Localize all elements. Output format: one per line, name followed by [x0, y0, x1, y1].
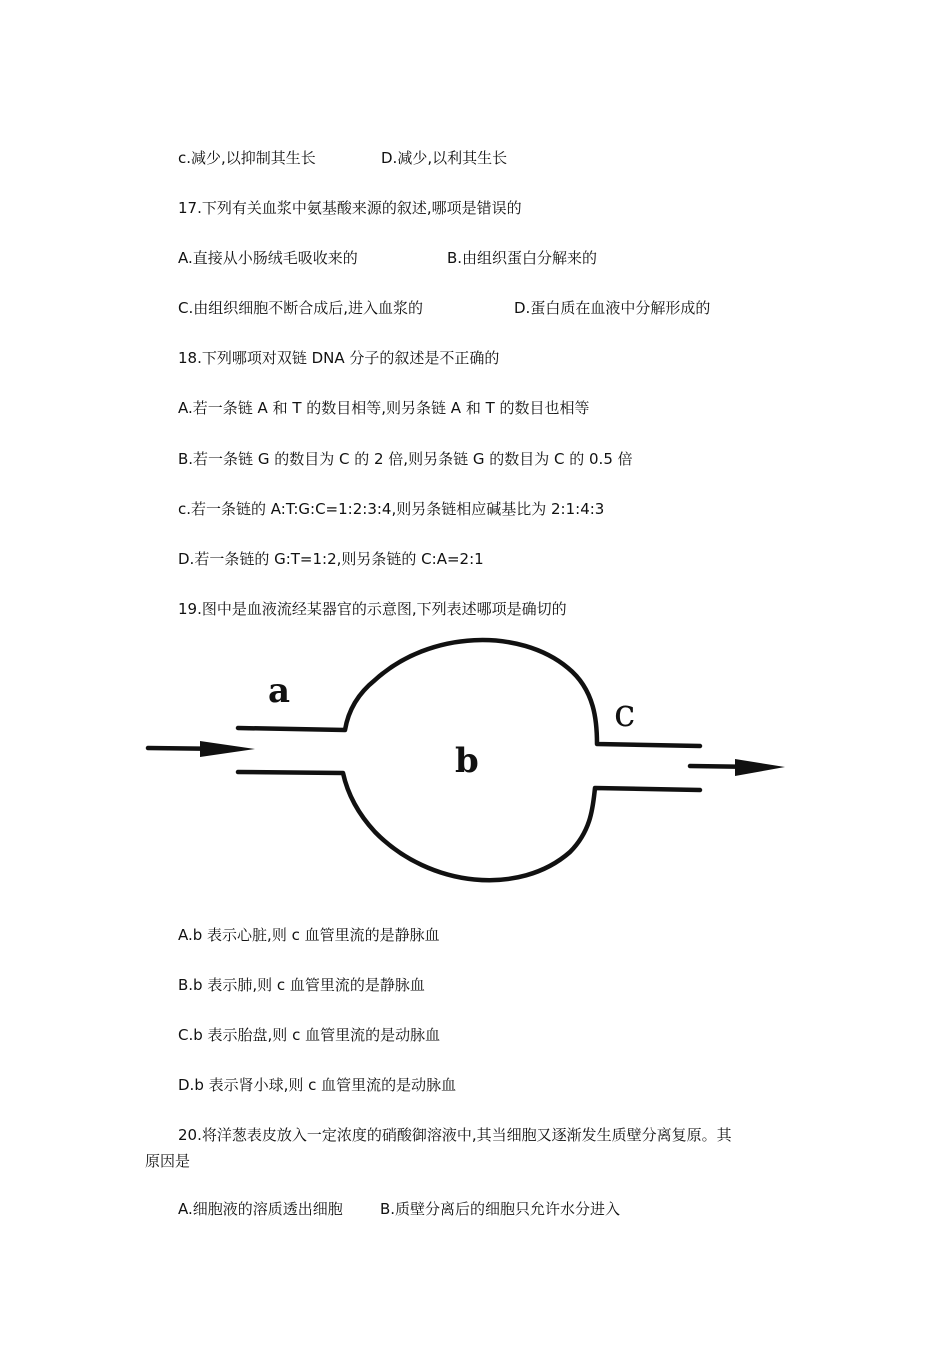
label-b: b — [455, 741, 479, 781]
outflow-arrow-icon — [735, 759, 785, 776]
question-19: 19.图中是血液流经某器官的示意图,下列表述哪项是确切的 — [178, 600, 567, 618]
inflow-arrow-icon — [200, 741, 255, 757]
q16-option-d: D.减少,以利其生长 — [381, 149, 508, 167]
q16-option-c: c.减少,以抑制其生长 — [178, 149, 316, 167]
q19-option-a: A.b 表示心脏,则 c 血管里流的是静脉血 — [178, 926, 440, 944]
blood-flow-diagram — [140, 630, 800, 910]
organ-lower-wall — [238, 772, 700, 880]
q19-option-d: D.b 表示肾小球,则 c 血管里流的是动脉血 — [178, 1076, 457, 1094]
q20-option-b: B.质壁分离后的细胞只允许水分进入 — [380, 1200, 621, 1218]
q18-option-d: D.若一条链的 G:T=1:2,则另条链的 C:A=2:1 — [178, 550, 484, 568]
q18-option-a: A.若一条链 A 和 T 的数目相等,则另条链 A 和 T 的数目也相等 — [178, 399, 590, 417]
question-18: 18.下列哪项对双链 DNA 分子的叙述是不正确的 — [178, 349, 500, 367]
label-c: c — [614, 691, 636, 735]
q19-option-c: C.b 表示胎盘,则 c 血管里流的是动脉血 — [178, 1026, 441, 1044]
label-a: a — [268, 671, 291, 711]
q18-option-c: c.若一条链的 A:T:G:C=1:2:3:4,则另条链相应碱基比为 2:1:4:3 — [178, 500, 605, 518]
question-17: 17.下列有关血浆中氨基酸来源的叙述,哪项是错误的 — [178, 199, 522, 217]
question-20-line-1: 20.将洋葱表皮放入一定浓度的硝酸御溶液中,其当细胞又逐渐发生质壁分离复原。其 — [178, 1126, 732, 1144]
q17-option-d: D.蛋白质在血液中分解形成的 — [514, 299, 711, 317]
q17-option-b: B.由组织蛋白分解来的 — [447, 249, 598, 267]
q20-option-a: A.细胞液的溶质透出细胞 — [178, 1200, 343, 1218]
q18-option-b: B.若一条链 G 的数目为 C 的 2 倍,则另条链 G 的数目为 C 的 0.5 倍 — [178, 450, 633, 468]
q17-option-c: C.由组织细胞不断合成后,进入血浆的 — [178, 299, 424, 317]
q17-option-a: A.直接从小肠绒毛吸收来的 — [178, 249, 358, 267]
question-20-line-2: 原因是 — [145, 1152, 191, 1170]
q19-option-b: B.b 表示肺,则 c 血管里流的是静脉血 — [178, 976, 425, 994]
